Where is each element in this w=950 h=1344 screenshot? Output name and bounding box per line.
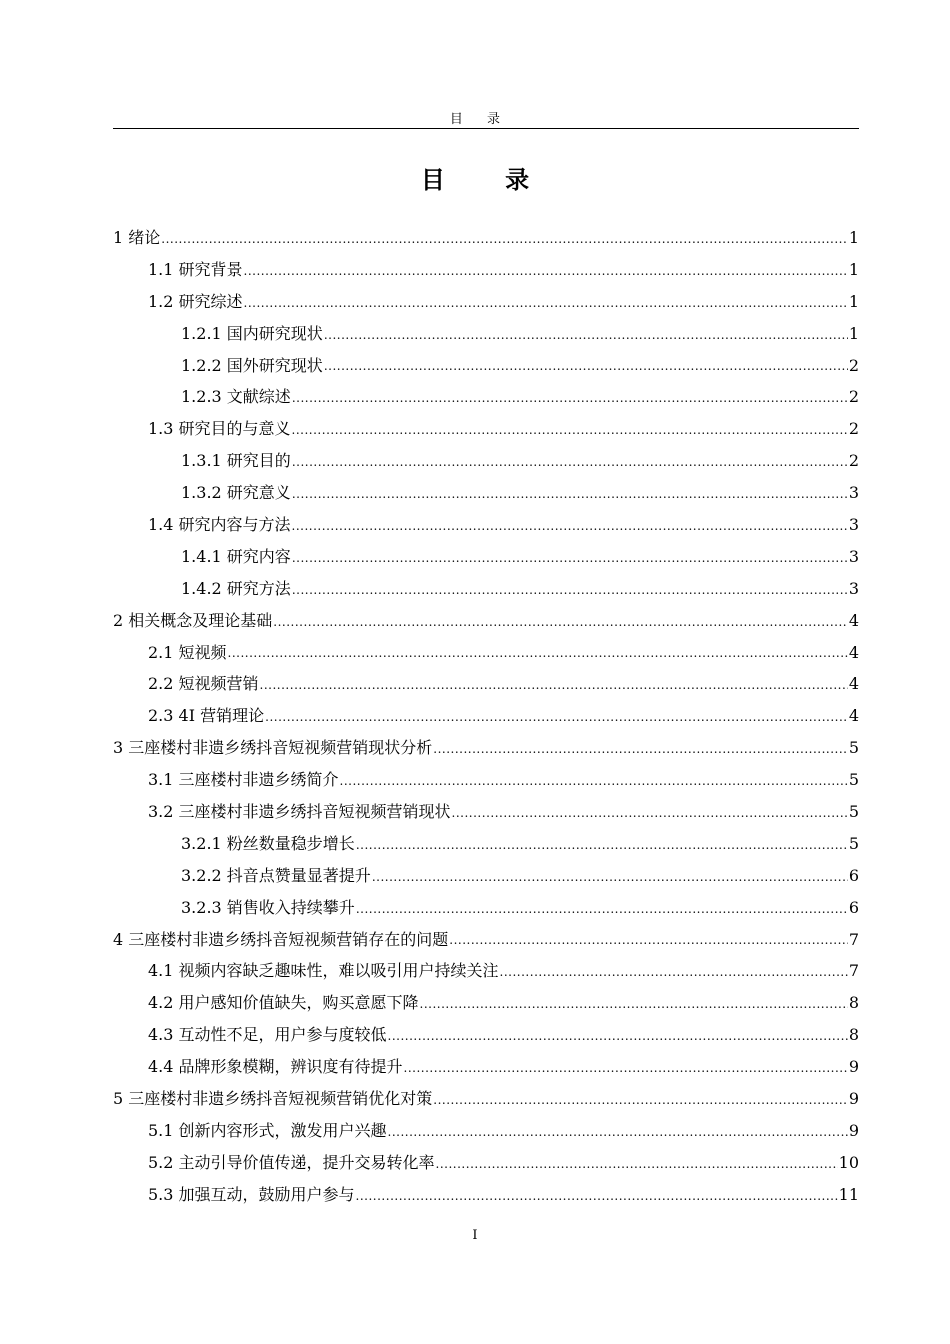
toc-entry-label: 1.2.1 国内研究现状 <box>181 323 323 343</box>
toc-dot-leader <box>356 1185 838 1205</box>
toc-dot-leader <box>292 387 848 407</box>
toc-entry-page: 1 <box>848 323 859 343</box>
toc-entry[interactable] <box>113 254 859 286</box>
toc-entry[interactable] <box>113 860 859 892</box>
toc-entry-label: 2.2 短视频营销 <box>148 674 259 694</box>
toc-entry[interactable] <box>113 955 859 987</box>
toc-dot-leader <box>452 802 848 822</box>
toc-dot-leader <box>292 547 848 567</box>
toc-entry-page: 3 <box>848 514 859 534</box>
toc-entry-label: 2.1 短视频 <box>148 642 227 662</box>
toc-entry-label: 1 绪论 <box>113 227 161 247</box>
toc-entry-page: 2 <box>848 387 859 407</box>
toc-entry[interactable] <box>113 1147 859 1179</box>
toc-dot-leader <box>292 419 848 439</box>
toc-entry[interactable] <box>113 1083 859 1115</box>
toc-entry-label: 1.4 研究内容与方法 <box>148 514 291 534</box>
toc-dot-leader <box>433 1089 848 1109</box>
toc-entry-label: 1.3 研究目的与意义 <box>148 419 291 439</box>
toc-entry-page: 5 <box>848 833 859 853</box>
toc-entry-page: 5 <box>848 738 859 758</box>
toc-entry-label: 5.1 创新内容形式，激发用户兴趣 <box>148 1120 387 1140</box>
toc-dot-leader <box>244 292 848 312</box>
toc-dot-leader <box>292 483 848 503</box>
toc-entry[interactable] <box>113 413 859 445</box>
toc-entry-page: 4 <box>848 674 859 694</box>
toc-entry-page: 1 <box>848 291 859 311</box>
toc-dot-leader <box>372 866 848 886</box>
toc-entry-page: 2 <box>848 419 859 439</box>
toc-entry-page: 6 <box>848 865 859 885</box>
toc-dot-leader <box>404 1057 848 1077</box>
toc-entry[interactable] <box>113 286 859 318</box>
toc-entry[interactable] <box>113 445 859 477</box>
toc-entry-label: 1.4.2 研究方法 <box>181 578 291 598</box>
toc-entry-page: 5 <box>848 801 859 821</box>
toc-dot-leader <box>161 228 848 248</box>
toc-dot-leader <box>449 929 848 949</box>
toc-dot-leader <box>388 1025 848 1045</box>
toc-dot-leader <box>356 898 848 918</box>
toc-entry-page: 3 <box>848 546 859 566</box>
toc-entry-label: 2 相关概念及理论基础 <box>113 610 273 630</box>
toc-entry-page: 7 <box>848 961 859 981</box>
toc-dot-leader <box>500 961 848 981</box>
toc-entry-label: 3.2 三座楼村非遗乡绣抖音短视频营销现状 <box>148 801 451 821</box>
toc-entry[interactable] <box>113 222 859 254</box>
toc-dot-leader <box>292 451 848 471</box>
toc-entry-page: 10 <box>838 1152 859 1172</box>
toc-entry-label: 1.2.3 文献综述 <box>181 387 291 407</box>
page-title: 目 录 <box>420 166 556 194</box>
toc-entry[interactable] <box>113 796 859 828</box>
toc-entry-page: 3 <box>848 578 859 598</box>
toc-dot-leader <box>265 706 848 726</box>
toc-entry[interactable] <box>113 987 859 1019</box>
toc-entry[interactable] <box>113 318 859 350</box>
toc-entry[interactable] <box>113 605 859 637</box>
toc-dot-leader <box>356 834 848 854</box>
toc-entry[interactable] <box>113 892 859 924</box>
toc-entry-page: 4 <box>848 642 859 662</box>
toc-entry[interactable] <box>113 381 859 413</box>
table-of-contents <box>113 222 859 1211</box>
page-number: I <box>472 1228 478 1243</box>
toc-dot-leader <box>292 579 848 599</box>
toc-entry[interactable] <box>113 1115 859 1147</box>
toc-entry-label: 3.2.2 抖音点赞量显著提升 <box>181 865 371 885</box>
toc-entry-label: 4.1 视频内容缺乏趣味性，难以吸引用户持续关注 <box>148 961 499 981</box>
toc-entry-label: 1.2.2 国外研究现状 <box>181 355 323 375</box>
toc-entry-page: 5 <box>848 770 859 790</box>
toc-entry-label: 1.1 研究背景 <box>148 259 243 279</box>
toc-entry-page: 11 <box>838 1184 859 1204</box>
toc-entry-label: 1.3.2 研究意义 <box>181 483 291 503</box>
toc-dot-leader <box>433 738 848 758</box>
toc-entry-label: 3.2.1 粉丝数量稳步增长 <box>181 833 355 853</box>
toc-dot-leader <box>324 355 848 375</box>
toc-entry[interactable] <box>113 924 859 956</box>
toc-entry-page: 1 <box>848 227 859 247</box>
toc-dot-leader <box>340 770 848 790</box>
toc-entry[interactable] <box>113 1179 859 1211</box>
toc-dot-leader <box>388 1121 848 1141</box>
toc-entry-label: 3 三座楼村非遗乡绣抖音短视频营销现状分析 <box>113 738 433 758</box>
toc-entry-label: 5.2 主动引导价值传递，提升交易转化率 <box>148 1152 435 1172</box>
toc-entry-page: 4 <box>848 610 859 630</box>
toc-entry[interactable] <box>113 668 859 700</box>
toc-entry-label: 1.4.1 研究内容 <box>181 546 291 566</box>
toc-entry-page: 7 <box>848 929 859 949</box>
toc-entry-page: 9 <box>848 1057 859 1077</box>
toc-entry-label: 3.2.3 销售收入持续攀升 <box>181 897 355 917</box>
toc-entry[interactable] <box>113 637 859 669</box>
toc-entry-label: 1.3.1 研究目的 <box>181 451 291 471</box>
toc-entry-label: 4 三座楼村非遗乡绣抖音短视频营销存在的问题 <box>113 929 449 949</box>
toc-dot-leader <box>324 324 848 344</box>
toc-dot-leader <box>420 993 848 1013</box>
toc-entry[interactable] <box>113 828 859 860</box>
toc-entry[interactable] <box>113 509 859 541</box>
toc-entry[interactable] <box>113 350 859 382</box>
toc-entry[interactable] <box>113 764 859 796</box>
toc-entry-label: 4.3 互动性不足，用户参与度较低 <box>148 1025 387 1045</box>
toc-entry[interactable] <box>113 541 859 573</box>
toc-entry-label: 2.3 4I 营销理论 <box>148 706 265 726</box>
toc-entry[interactable] <box>113 732 859 764</box>
toc-entry[interactable] <box>113 477 859 509</box>
toc-dot-leader <box>244 260 848 280</box>
header-rule <box>113 128 859 129</box>
toc-entry[interactable] <box>113 573 859 605</box>
toc-entry-page: 2 <box>848 451 859 471</box>
toc-entry-label: 1.2 研究综述 <box>148 291 243 311</box>
toc-dot-leader <box>436 1153 838 1173</box>
toc-entry-label: 5.3 加强互动，鼓励用户参与 <box>148 1184 355 1204</box>
toc-entry-page: 8 <box>848 1025 859 1045</box>
toc-entry-page: 9 <box>848 1120 859 1140</box>
toc-entry[interactable] <box>113 1051 859 1083</box>
running-header: 目 录 <box>449 112 511 127</box>
toc-entry-page: 4 <box>848 706 859 726</box>
toc-entry-label: 4.2 用户感知价值缺失，购买意愿下降 <box>148 993 419 1013</box>
toc-entry-page: 6 <box>848 897 859 917</box>
toc-entry-page: 3 <box>848 483 859 503</box>
toc-entry[interactable] <box>113 700 859 732</box>
toc-entry-page: 1 <box>848 259 859 279</box>
toc-entry-page: 9 <box>848 1088 859 1108</box>
toc-entry[interactable] <box>113 1019 859 1051</box>
toc-entry-label: 3.1 三座楼村非遗乡绣简介 <box>148 770 339 790</box>
toc-entry-page: 2 <box>848 355 859 375</box>
toc-dot-leader <box>273 611 848 631</box>
toc-dot-leader <box>260 674 848 694</box>
toc-entry-page: 8 <box>848 993 859 1013</box>
toc-entry-label: 5 三座楼村非遗乡绣抖音短视频营销优化对策 <box>113 1088 433 1108</box>
toc-entry-label: 4.4 品牌形象模糊，辨识度有待提升 <box>148 1057 403 1077</box>
toc-dot-leader <box>228 642 848 662</box>
toc-dot-leader <box>292 515 848 535</box>
